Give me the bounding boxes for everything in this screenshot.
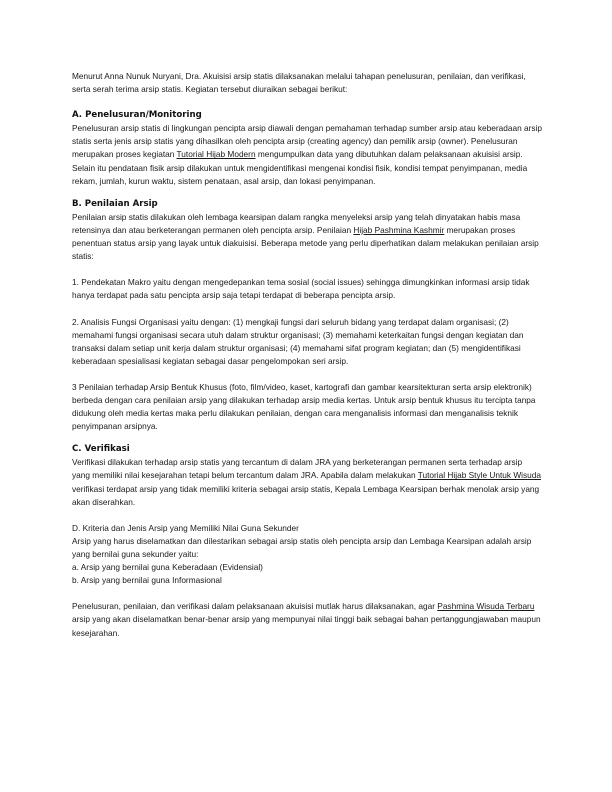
closing-text-2: arsip yang akan diselamatkan benar-benar arsip yang mempunyai nilai tinggi baik sebagai bahan pertanggungjawaban maupun kesejarahan. (72, 614, 541, 638)
tutorial-hijab-style-wisuda-link[interactable]: Tutorial Hijab Style Untuk Wisuda (417, 470, 542, 481)
closing-paragraph (72, 600, 542, 639)
section-c-text-2: verifikasi terdapat arsip yang tidak memiliki kriteria sebagai arsip statis, Kepala Lembaga Kearsipan berhak menolak arsip yang akan diserahkan. (72, 483, 540, 507)
pashmina-wisuda-terbaru-link[interactable]: Pashmina Wisuda Terbaru (437, 601, 535, 612)
section-b-text-1: Penilaian arsip statis dilakukan oleh lembaga kearsipan dalam rangka menyeleksi arsip yang telah dinyatakan habis masa retensinya dan atau berketerangan permanen oleh pencipta arsip. Penilaian (72, 211, 521, 235)
section-d-item-b: b. Arsip yang bernilai guna Informasional (72, 575, 222, 586)
section-b-paragraph (72, 211, 542, 263)
document-page (72, 70, 542, 640)
section-a-heading: A. Penelusuran/Monitoring (72, 110, 202, 121)
section-b-item-1: 1. Pendekatan Makro yaitu dengan mengedepankan tema sosial (social issues) sehingga dimungkinkan informasi arsip tidak hanya terdapat pada satu pencipta arsip saja tetapi terdapat di beberapa pencipta arsip. (72, 277, 530, 301)
section-a-text-1: Penelusuran arsip statis di lingkungan pencipta arsip diawali dengan pemahaman terhadap sumber arsip atau keberadaan arsip statis serta jenis arsip statis yang dihasilkan oleh pencipta arsip (creating agency) dan pemilik arsip (owner). Penelusuran merupakan proses kegiatan (72, 123, 542, 160)
section-c-paragraph (72, 456, 542, 508)
section-c-text-1: Verifikasi dilakukan terhadap arsip statis yang tercantum di dalam JRA yang berketerangan permanen serta terhadap arsip yang memiliki nilai kesejarahan tetapi belum tercantum dalam JRA. Apabila dalam melakukan (72, 457, 523, 481)
section-d-heading: D. Kriteria dan Jenis Arsip yang Memiliki Nilai Guna Sekunder (72, 522, 299, 533)
section-c-heading: C. Verifikasi (72, 444, 130, 455)
section-a-paragraph (72, 122, 542, 187)
section-b-heading: B. Penilaian Arsip (72, 198, 158, 209)
section-d-paragraph: Arsip yang harus diselamatkan dan dilestarikan sebagai arsip statis oleh pencipta arsip dan Lembaga Kearsipan adalah arsip yang bernilai guna sekunder yaitu: (72, 535, 532, 559)
tutorial-hijab-modern-link[interactable]: Tutorial Hijab Modern (176, 149, 256, 160)
section-d-item-a: a. Arsip yang bernilai guna Keberadaan (Evidensial) (72, 562, 263, 573)
section-b-text-2: merupakan proses penentuan status arsip yang layak untuk diakuisisi. Beberapa metode yang perlu diperhatikan dalam melakukan penilaian arsip statis: (72, 224, 539, 262)
section-b-item-2: 2. Analisis Fungsi Organisasi yaitu dengan: (1) mengkaji fungsi dari seluruh bidang yang terdapat dalam organisasi; (2) memahami fungsi organisasi secara utuh dalam struktur organisasi; (3) memahami keterkaitan fungsi dengan kegiatan dan transaksi dalam setiap unit kerja dalam struktur organisasi; (4) memahami sifat program kegiatan; dan (5) mengidentifikasi keberadaan spesialisasi kegiatan sebagai dasar pengelompokan seri arsip. (72, 316, 524, 366)
hijab-pashmina-kashmir-link[interactable]: Hijab Pashmina Kashmir (353, 224, 445, 235)
section-a-text-2: mengumpulkan data yang dibutuhkan dalam pelaksanaan akuisisi arsip. Selain itu pendataan fisik arsip dilakukan untuk mengidentifikasi mengenai kondisi fisik, kondisi tempat penyimpanan, media rekam, jumlah, kurun waktu, sistem penataan, asal arsip, dan lokasi penyimpanan. (72, 149, 528, 186)
closing-text-1: Penelusuran, penilaian, dan verifikasi dalam pelaksanaan akuisisi mutlak harus dilaksanakan, agar (72, 601, 438, 612)
section-b-item-3: 3 Penilaian terhadap Arsip Bentuk Khusus (foto, film/video, kaset, kartografi dan gambar kearsitekturan serta arsip elektronik) berbeda dengan cara penilaian arsip yang dilakukan terhadap arsip media kertas. Untuk arsip bentuk khusus itu tercipta tanpa didukung oleh media kertas maka perlu dilakukan penilaian, dengan cara menganalisis informasi dan menganalisis teknik penyimpanan arsipnya. (72, 381, 536, 432)
intro-paragraph: Menurut Anna Nunuk Nuryani, Dra. Akuisisi arsip statis dilaksanakan melalui tahapan penelusuran, penilaian, dan verifikasi, serta serah terima arsip statis. Kegiatan tersebut diuraikan sebagai berikut: (72, 71, 526, 95)
